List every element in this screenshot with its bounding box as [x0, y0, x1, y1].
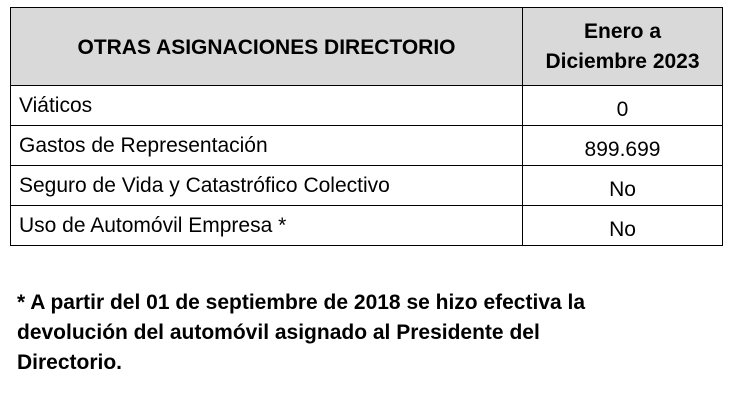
row-value-seguro-vida: No [523, 166, 723, 206]
header-period [523, 8, 723, 86]
footnote-line1: * A partir del 01 de septiembre de 2018 se hizo efectiva la [17, 291, 586, 314]
row-value-gastos-representacion: 899.699 [523, 126, 723, 166]
header-assignments: OTRAS ASIGNACIONES DIRECTORIO [11, 8, 523, 86]
table-row [11, 86, 723, 126]
table-row [11, 126, 723, 166]
footnote [17, 288, 717, 378]
table-header-row [11, 8, 723, 86]
header-period-line1: Enero a [583, 19, 662, 43]
footnote-line2: devolución del automóvil asignado al Presidente del [17, 321, 540, 344]
row-label-seguro-vida: Seguro de Vida y Catastrófico Colectivo [11, 166, 523, 206]
table-row [11, 206, 723, 246]
row-value-viaticos: 0 [523, 86, 723, 126]
header-period-line2: Diciembre 2023 [545, 49, 700, 73]
footnote-line3: Directorio. [17, 351, 123, 374]
row-label-uso-automovil: Uso de Automóvil Empresa * [11, 206, 523, 246]
table-row [11, 166, 723, 206]
row-label-gastos-representacion: Gastos de Representación [11, 126, 523, 166]
row-label-viaticos: Viáticos [11, 86, 523, 126]
assignments-table [10, 7, 723, 246]
row-value-uso-automovil: No [523, 206, 723, 246]
